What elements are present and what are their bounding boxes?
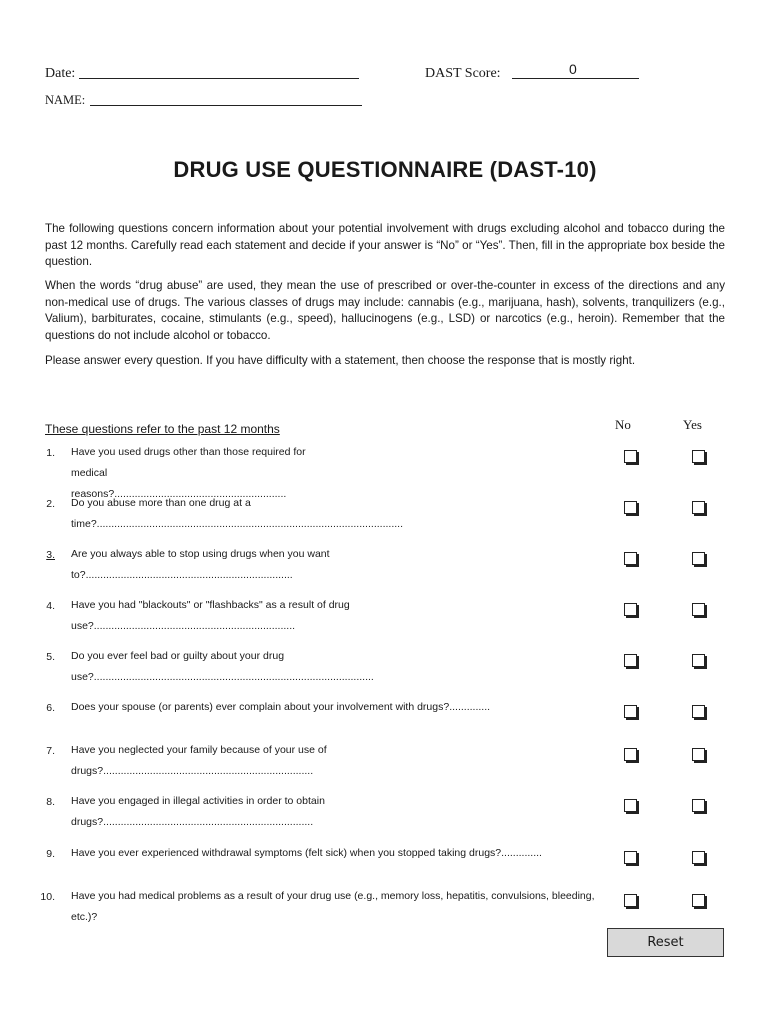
intro-paragraph: The following questions concern information about your potential involvement with drugs excluding alcohol and tobacco during the past 12 months. Carefully read each statement and decide if your answer is “No” or “Yes”. Then, fill in the appropriate box beside the question. bbox=[45, 222, 725, 268]
answer-yes-checkbox[interactable] bbox=[692, 501, 705, 514]
answer-no-checkbox[interactable] bbox=[624, 603, 637, 616]
name-label: NAME: bbox=[45, 93, 86, 107]
dast-score-label: DAST Score: bbox=[425, 66, 501, 81]
question-number: 7. bbox=[46, 745, 55, 757]
answer-yes-checkbox[interactable] bbox=[692, 851, 705, 864]
date-field[interactable] bbox=[79, 62, 359, 79]
question-number: 10. bbox=[40, 891, 55, 903]
question-number: 5. bbox=[46, 651, 55, 663]
question-text: Do you ever feel bad or guilty about your drug use?................................................................................................ bbox=[71, 650, 374, 683]
question-number: 2. bbox=[46, 498, 55, 510]
answer-no-checkbox[interactable] bbox=[624, 654, 637, 667]
question-number: 8. bbox=[46, 796, 55, 808]
answer-no-checkbox[interactable] bbox=[624, 705, 637, 718]
question-text: Have you had "blackouts" or "flashbacks" as a result of drug use?..................................................................... bbox=[71, 599, 350, 632]
column-yes-header: Yes bbox=[683, 417, 702, 432]
answer-yes-checkbox[interactable] bbox=[692, 450, 705, 463]
answer-no-checkbox[interactable] bbox=[624, 450, 637, 463]
question-text: Have you engaged in illegal activities in order to obtain drugs?........................................................................ bbox=[71, 795, 325, 828]
page-title: DRUG USE QUESTIONNAIRE (DAST-10) bbox=[173, 157, 597, 182]
section-heading: These questions refer to the past 12 months bbox=[45, 422, 280, 436]
question-text: Have you neglected your family because of your use of drugs?........................................................................ bbox=[71, 744, 327, 777]
answer-no-checkbox[interactable] bbox=[624, 799, 637, 812]
question-number: 6. bbox=[46, 702, 55, 714]
name-field[interactable] bbox=[90, 90, 362, 106]
answer-yes-checkbox[interactable] bbox=[692, 705, 705, 718]
definition-paragraph: When the words “drug abuse” are used, they mean the use of prescribed or over-the-counter in excess of the directions and any non-medical use of drugs. The various classes of drugs may include: cannabis (e.g., marijuana, hash), solvents, tranquilizers (e.g., Valium), barbiturates, cocaine, stimulants (e.g., speed), hallucinogens (e.g., LSD) or narcotics (e.g., heroin). Remember that the questions do not include alcohol or tobacco. bbox=[45, 279, 725, 342]
question-number: 4. bbox=[46, 600, 55, 612]
answer-no-checkbox[interactable] bbox=[624, 894, 637, 907]
answer-yes-checkbox[interactable] bbox=[692, 654, 705, 667]
answer-no-checkbox[interactable] bbox=[624, 552, 637, 565]
answer-no-checkbox[interactable] bbox=[624, 851, 637, 864]
question-number: 9. bbox=[46, 848, 55, 860]
question-text: Do you abuse more than one drug at a time?......................................................................................................... bbox=[71, 497, 403, 530]
question-number: 3. bbox=[46, 549, 55, 561]
answer-no-checkbox[interactable] bbox=[624, 501, 637, 514]
answer-yes-checkbox[interactable] bbox=[692, 799, 705, 812]
question-text: Does your spouse (or parents) ever complain about your involvement with drugs?.............. bbox=[71, 701, 491, 713]
answer-yes-checkbox[interactable] bbox=[692, 894, 705, 907]
dast-score-value: 0 bbox=[569, 61, 577, 77]
question-text: Have you ever experienced withdrawal symptoms (felt sick) when you stopped taking drugs?.............. bbox=[71, 847, 542, 859]
answer-yes-checkbox[interactable] bbox=[692, 603, 705, 616]
column-no-header: No bbox=[615, 417, 631, 432]
reset-button[interactable]: Reset bbox=[607, 928, 724, 957]
date-label: Date: bbox=[45, 66, 76, 81]
question-number: 1. bbox=[46, 447, 55, 459]
question-text: Have you had medical problems as a result of your drug use (e.g., memory loss, hepatitis, convulsions, bleeding, etc.)? bbox=[71, 890, 595, 923]
question-text: Have you used drugs other than those required for medical reasons?........................................................... bbox=[71, 446, 306, 500]
answer-yes-checkbox[interactable] bbox=[692, 748, 705, 761]
question-text: Are you always able to stop using drugs when you want to?....................................................................... bbox=[71, 548, 330, 581]
answer-yes-checkbox[interactable] bbox=[692, 552, 705, 565]
instructions-paragraph: Please answer every question. If you have difficulty with a statement, then choose the response that is mostly right. bbox=[45, 354, 636, 367]
answer-no-checkbox[interactable] bbox=[624, 748, 637, 761]
